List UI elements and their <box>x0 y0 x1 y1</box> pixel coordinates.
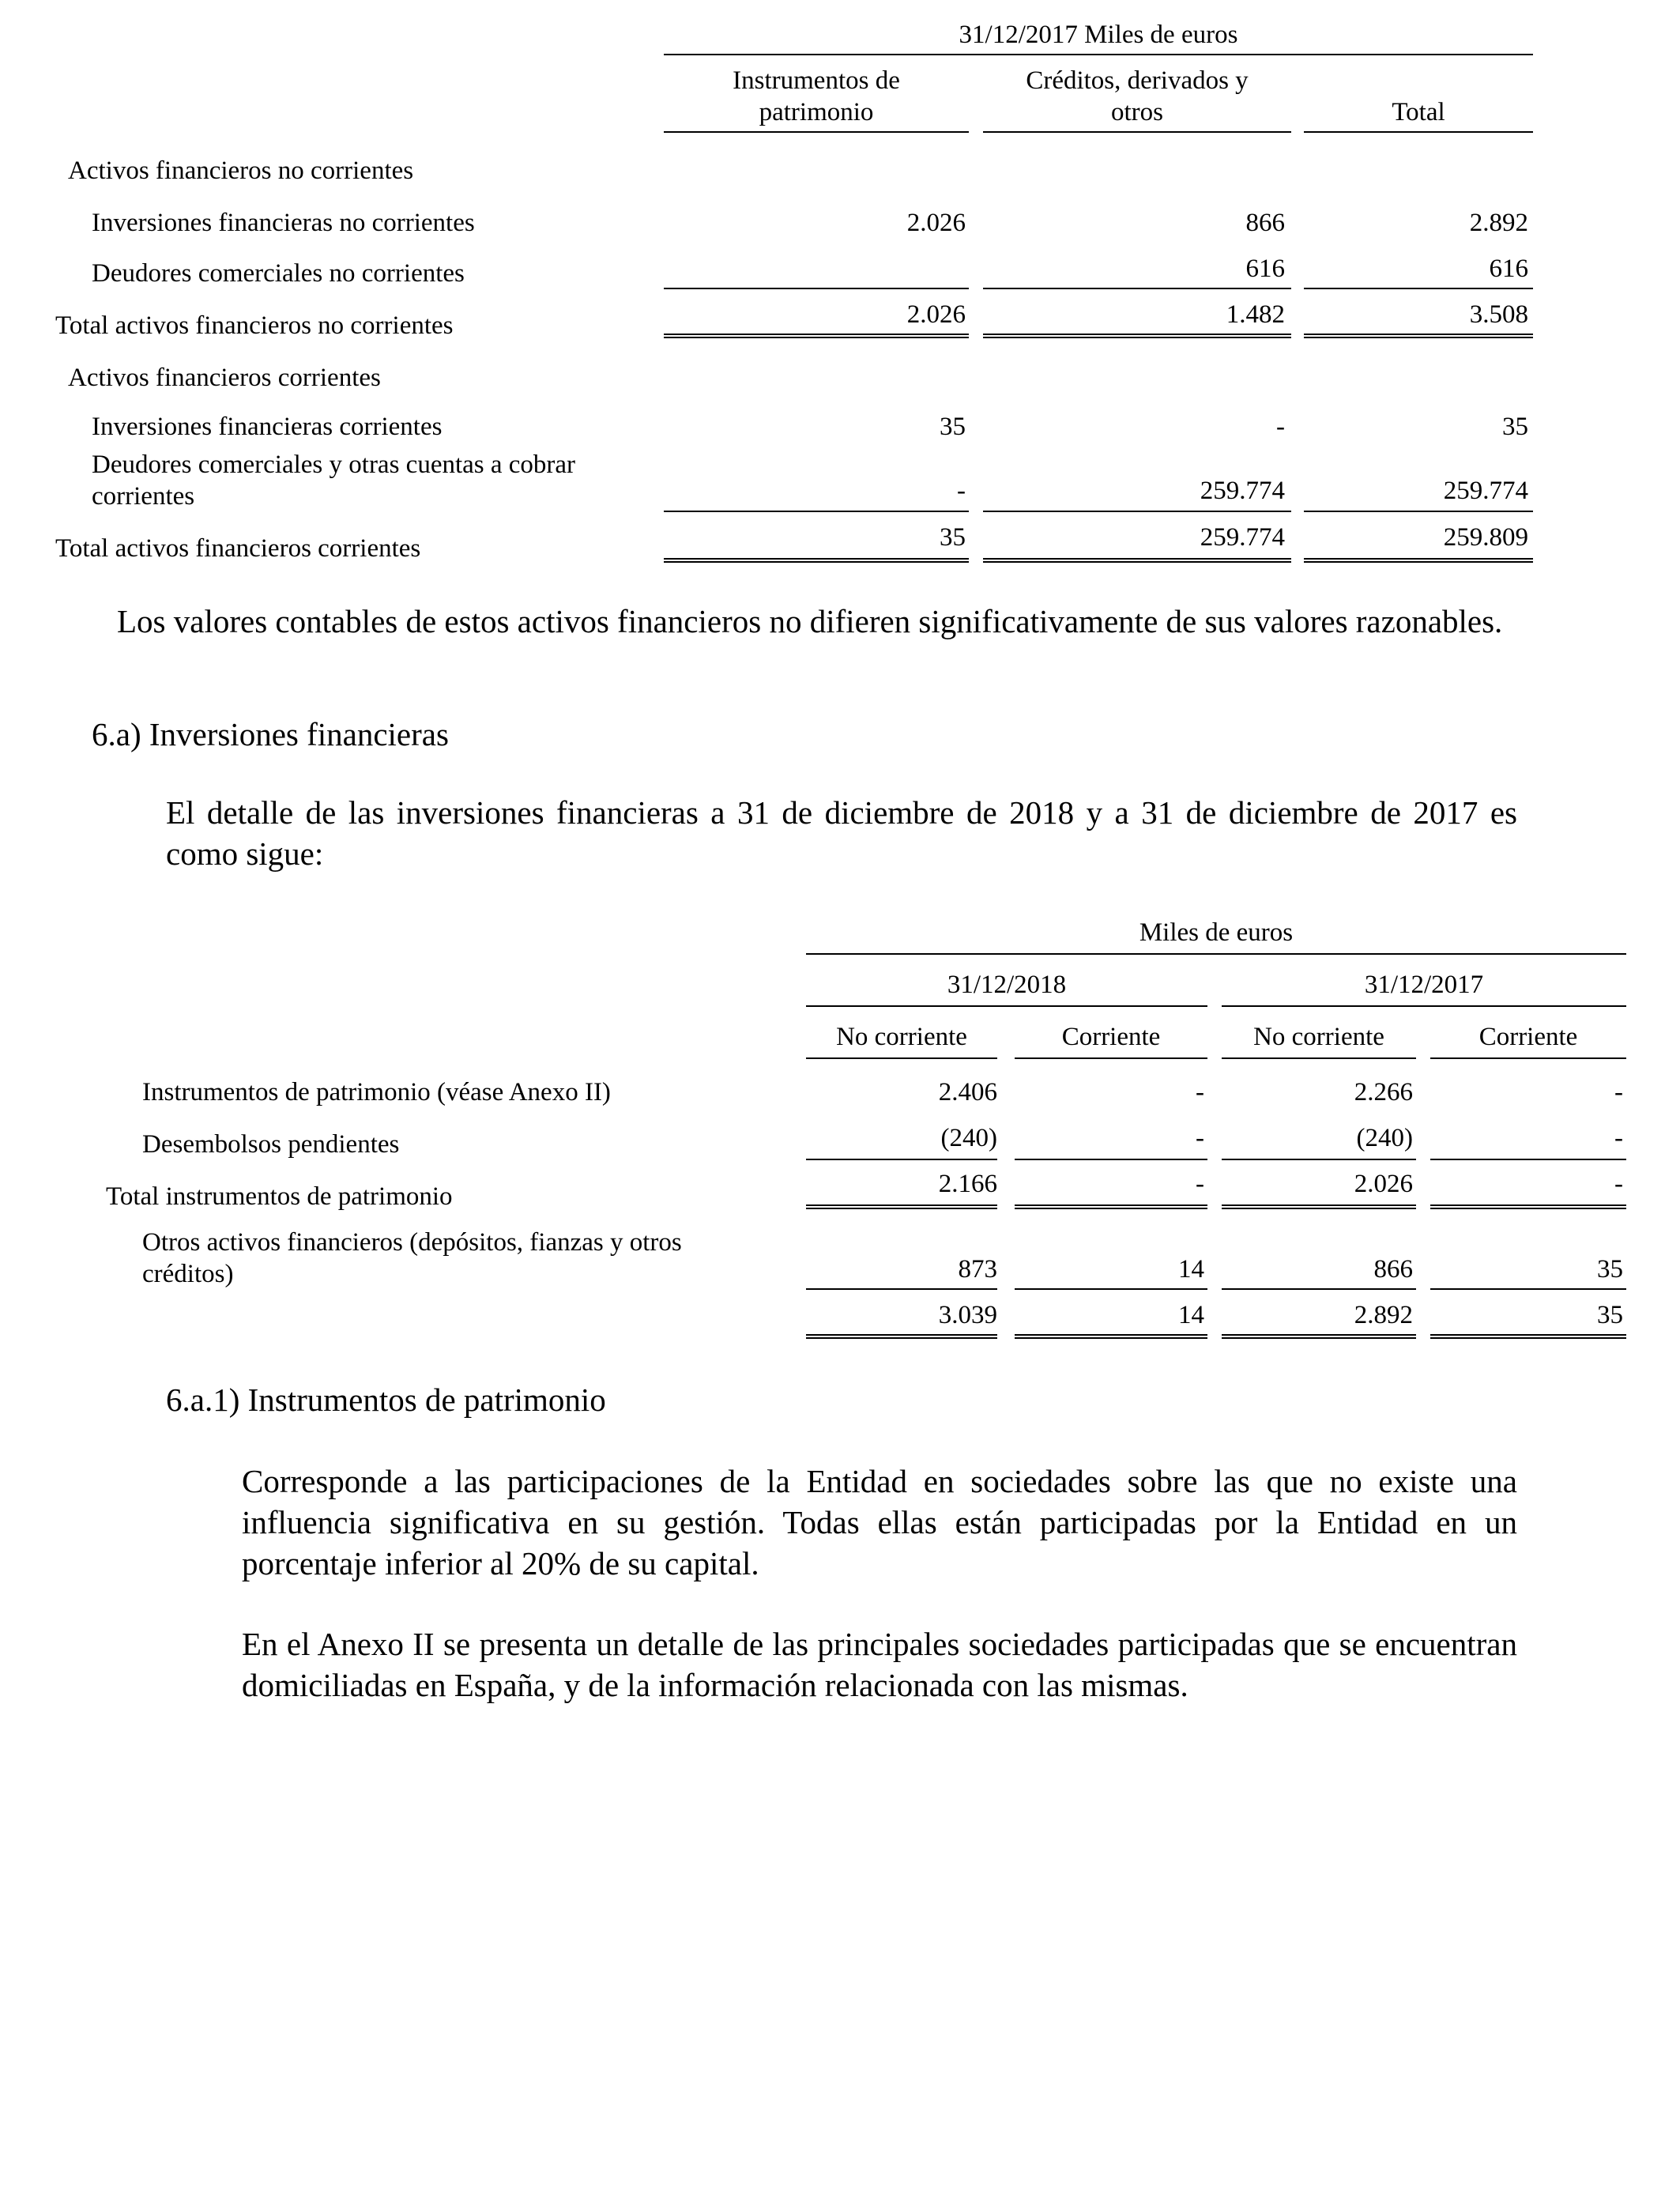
cell-value: - <box>1196 1124 1204 1152</box>
subtotal-rule <box>806 1159 997 1160</box>
header-rule <box>1015 1057 1207 1059</box>
total-double-rule <box>983 558 1291 563</box>
cell-value: - <box>957 477 966 505</box>
grand-total-value: 2.892 <box>1354 1301 1413 1329</box>
heading-inversiones-financieras: 6.a) Inversiones financieras <box>92 716 449 752</box>
subtotal-rule <box>1304 511 1533 512</box>
row-label: Instrumentos de patrimonio (véase Anexo II) <box>142 1078 611 1106</box>
col-header-no-corriente-2017: No corriente <box>1253 1023 1384 1051</box>
caption-rule <box>806 953 1626 955</box>
subtotal-rule <box>806 1288 997 1290</box>
total-double-rule <box>1430 1334 1626 1339</box>
total-value: 3.508 <box>1469 300 1528 329</box>
cell-value: (240) <box>1356 1124 1413 1152</box>
total-double-rule <box>806 1334 997 1339</box>
header-rule <box>1430 1057 1626 1059</box>
col-header-corriente-2017: Corriente <box>1478 1023 1578 1051</box>
cell-value: 259.774 <box>1200 477 1285 505</box>
col-header-creditos: Créditos, derivados y otros <box>1026 66 1249 126</box>
total-value: 2.026 <box>906 300 966 329</box>
grand-total-value: 14 <box>1178 1301 1204 1329</box>
subtotal-rule <box>1222 1159 1416 1160</box>
row-label: Deudores comerciales no corrientes <box>92 259 465 288</box>
heading-instrumentos-patrimonio: 6.a.1) Instrumentos de patrimonio <box>166 1382 606 1418</box>
period-rule <box>1222 1005 1626 1007</box>
paragraph-participaciones: Corresponde a las participaciones de la Entidad en sociedades sobre las que no existe una influencia significativa en su gestión. Todas ellas están participadas por la Entidad en un porcentaje inferior al 20% de su capital. <box>242 1463 1517 1581</box>
total-value: 1.482 <box>1226 300 1285 329</box>
total-double-rule <box>806 1204 997 1209</box>
total-value: 2.166 <box>938 1170 997 1198</box>
total-value: - <box>1614 1170 1623 1198</box>
row-label: Inversiones financieras corrientes <box>92 413 443 441</box>
cell-value: 35 <box>940 413 966 441</box>
total-double-rule <box>1015 1334 1207 1339</box>
section-current: Activos financieros corrientes <box>68 364 381 392</box>
cell-value: 866 <box>1373 1255 1413 1284</box>
table-2-caption: Miles de euros <box>1139 918 1294 947</box>
cell-value: 14 <box>1178 1255 1204 1284</box>
cell-value: 2.406 <box>938 1078 997 1106</box>
subtotal-rule <box>664 511 969 512</box>
cell-value: - <box>1614 1078 1623 1106</box>
total-double-rule <box>664 558 969 563</box>
cell-value: 259.774 <box>1443 477 1528 505</box>
col-header-corriente-2018: Corriente <box>1061 1023 1161 1051</box>
cell-value: - <box>1276 413 1285 441</box>
subtotal-rule <box>1015 1288 1207 1290</box>
subtotal-rule <box>1430 1159 1626 1160</box>
total-value: 259.774 <box>1200 523 1285 552</box>
row-label: Inversiones financieras no corrientes <box>92 209 475 237</box>
row-label: Otros activos financieros (depósitos, fianzas y otros créditos) <box>142 1228 682 1288</box>
subtotal-rule <box>1430 1288 1626 1290</box>
total-double-rule <box>983 334 1291 338</box>
cell-value: (240) <box>940 1124 997 1152</box>
cell-value: 873 <box>958 1255 997 1284</box>
subtotal-rule <box>664 288 969 289</box>
period-rule <box>806 1005 1207 1007</box>
header-rule <box>983 131 1291 133</box>
total-value: 35 <box>940 523 966 552</box>
subtotal-rule <box>983 288 1291 289</box>
period-2018: 31/12/2018 <box>947 971 1067 999</box>
row-label: Desembolsos pendientes <box>142 1130 400 1159</box>
cell-value: 616 <box>1489 254 1528 283</box>
col-header-no-corriente-2018: No corriente <box>836 1023 967 1051</box>
table-1-caption: 31/12/2017 Miles de euros <box>959 21 1238 49</box>
header-rule <box>664 131 969 133</box>
header-rule <box>1304 131 1533 133</box>
grand-total-value: 35 <box>1597 1301 1623 1329</box>
cell-value: 2.266 <box>1354 1078 1413 1106</box>
total-double-rule <box>1222 1204 1416 1209</box>
table-1-caption-rule <box>664 54 1533 55</box>
total-double-rule <box>1304 558 1533 563</box>
total-value: - <box>1196 1170 1204 1198</box>
total-double-rule <box>1015 1204 1207 1209</box>
total-label: Total activos financieros no corrientes <box>55 311 454 340</box>
cell-value: 866 <box>1245 209 1285 237</box>
total-double-rule <box>1430 1204 1626 1209</box>
cell-value: 2.892 <box>1469 209 1528 237</box>
cell-value: 2.026 <box>906 209 966 237</box>
subtotal-rule <box>1222 1288 1416 1290</box>
header-rule <box>1222 1057 1416 1059</box>
total-label: Total instrumentos de patrimonio <box>106 1182 453 1211</box>
paragraph-anexo-ii: En el Anexo II se presenta un detalle de las principales sociedades participadas que se encuentran domiciliadas en España, y de la información relacionada con las mismas. <box>242 1626 1517 1703</box>
subtotal-rule <box>1304 288 1533 289</box>
grand-total-value: 3.039 <box>938 1301 997 1329</box>
paragraph-detalle: El detalle de las inversiones financieras a 31 de diciembre de 2018 y a 31 de diciembre de 2017 es como sigue: <box>166 794 1517 872</box>
total-double-rule <box>1304 334 1533 338</box>
cell-value: 616 <box>1245 254 1285 283</box>
period-2017: 31/12/2017 <box>1364 971 1484 999</box>
total-double-rule <box>1222 1334 1416 1339</box>
cell-value: 35 <box>1597 1255 1623 1284</box>
cell-value: - <box>1614 1124 1623 1152</box>
total-value: 259.809 <box>1443 523 1528 552</box>
total-value: 2.026 <box>1354 1170 1413 1198</box>
cell-value: - <box>1196 1078 1204 1106</box>
row-label: Deudores comerciales y otras cuentas a cobrar corrientes <box>92 450 576 511</box>
col-header-instrumentos: Instrumentos de patrimonio <box>733 66 900 126</box>
total-label: Total activos financieros corrientes <box>55 534 421 563</box>
col-header-total: Total <box>1392 98 1445 126</box>
section-noncurrent: Activos financieros no corrientes <box>68 156 414 185</box>
subtotal-rule <box>983 511 1291 512</box>
header-rule <box>806 1057 997 1059</box>
paragraph-fair-value: Los valores contables de estos activos financieros no difieren significativamente de sus valores razonables. <box>117 603 1503 639</box>
cell-value: 35 <box>1502 413 1528 441</box>
total-double-rule <box>664 334 969 338</box>
subtotal-rule <box>1015 1159 1207 1160</box>
